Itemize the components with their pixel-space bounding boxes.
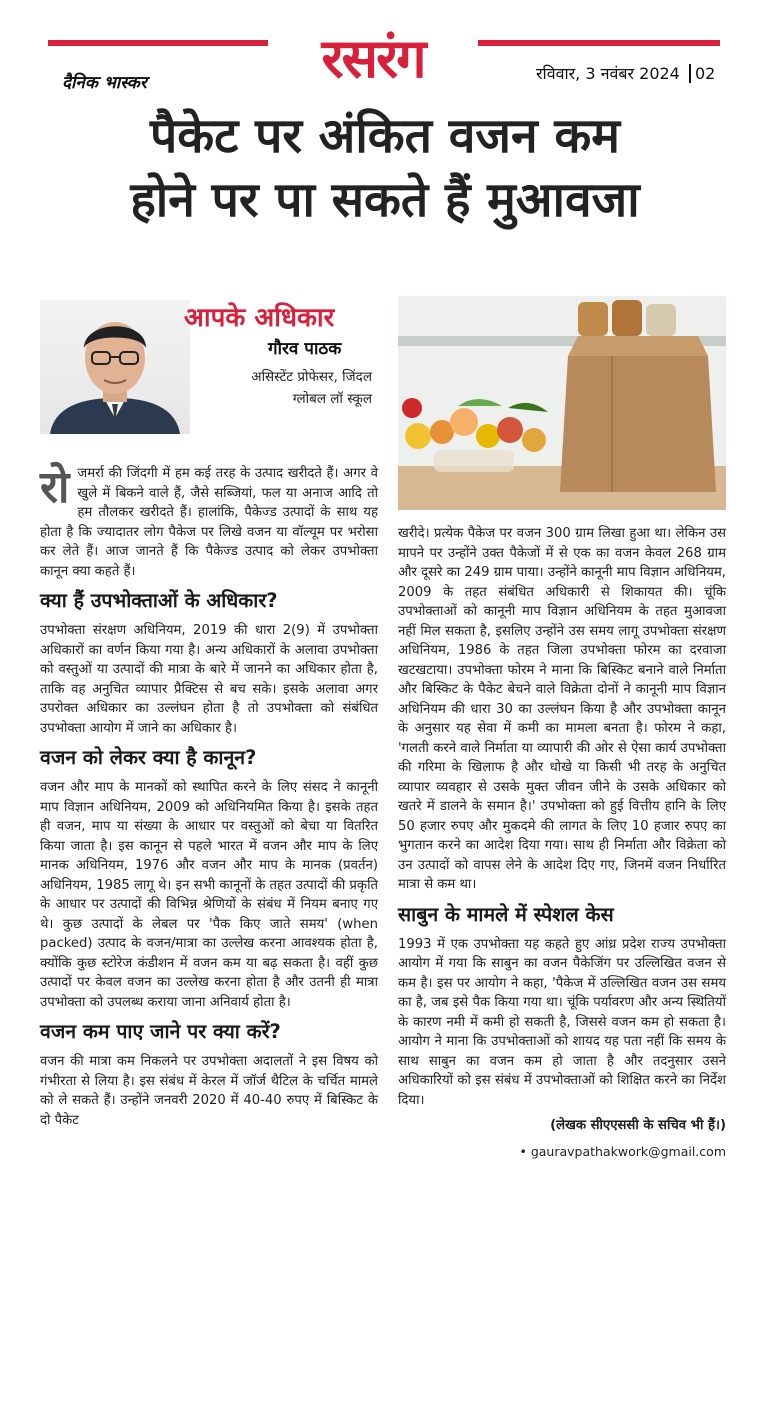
intro-text: जमर्रा की जिंदगी में हम कई तरह के उत्पाद खरीदते हैं। अगर वे खुले में बिकने वाले हैं, जैसे सब्जियां, फल या अनाज आदि तो हम तौलकर खरीदते हैं। हालांकि, पैकेज्ड उत्पादों के साथ यह होता है कि ज्यादातर लोग पैकेज पर लिखे वजन या वॉल्यूम पर भरोसा कर लेते हैं। आज जानते हैं कि पैकेज्ड उत्पाद को लेकर उपभोक्ता कानून क्या कहते हैं।	[40, 466, 378, 579]
paragraph-soap-case: 1993 में एक उपभोक्ता यह कहते हुए आंध्र प्रदेश राज्य उपभोक्ता आयोग में गया कि साबुन का वजन पैकेजिंग पर उल्लिखित वजन से कम है। इस पर आयोग ने कहा, 'पैकेज में उल्लिखित वजन उस समय का है, जब इसे पैक किया गया था। चूंकि पर्यावरण और अन्य स्थितियों के कारण नमी में कमी हो सकती है, जिससे वजन कम हो सकता है। आयोग ने माना कि उपभोक्ताओं को शायद यह पता नहीं कि समय के साथ साबुन का वजन कम हो जाता है और तदनुसार उसने अधिकारियों को इस संबंध में उपभोक्ताओं को शिक्षित करने का निर्देश दिया।	[398, 936, 726, 1108]
intro-paragraph	[40, 464, 378, 581]
subheading-consumer-rights: क्या हैं उपभोक्ताओं के अधिकार?	[40, 589, 278, 612]
article-column-right	[398, 524, 726, 1161]
column-title: आपके अधिकार	[184, 303, 335, 333]
subheading-weight-law: वजन को लेकर क्या है कानून?	[40, 746, 257, 769]
grocery-bag-photo	[398, 296, 726, 510]
subheading-soap-case: साबुन के मामले में स्पेशल केस	[398, 902, 614, 926]
masthead-logo: रसरंग	[268, 26, 478, 92]
paragraph-what-to-do: वजन की मात्रा कम निकलने पर उपभोक्ता अदालतों ने इस विषय को गंभीरता से लिया है। इस संबंध में केरल में जॉर्ज थैटिल के चर्चित मामले को ले सकते हैं। उन्होंने जनवरी 2020 में 40-40 रुपए में बिस्किट के दो पैकेट	[40, 1054, 378, 1128]
headline-line-2: होने पर पा सकते हैं मुआवजा	[130, 172, 640, 228]
dropcap: रो	[40, 462, 70, 513]
author-designation-line-2: ग्लोबल लॉ स्कूल	[292, 391, 372, 407]
newspaper-brand: दैनिक भास्कर	[62, 73, 147, 93]
author-designation	[196, 366, 372, 410]
article-column-left	[40, 464, 378, 1130]
paragraph-consumer-rights: उपभोक्ता संरक्षण अधिनियम, 2019 की धारा 2(9) में उपभोक्ता अधिकारों का वर्णन किया गया है। अन्य अधिकारों के अलावा उपभोक्ता को वस्तुओं या उत्पादों की मात्रा के बारे में जानने का अधिकार होता है, ताकि वह अनुचित व्यापार प्रैक्टिस से बच सके। इसके अलावा अगर उपरोक्त अधिकार का उल्लंघन होता है तो उपभोक्ता को संबंधित उपभोक्ता आयोग में जाने का अधिकार है।	[40, 623, 378, 736]
headline-line-1: पैकेट पर अंकित वजन कम	[150, 108, 620, 164]
issue-date: रविवार, 3 नवंबर 2024	[536, 64, 680, 83]
dateline	[536, 62, 715, 84]
author-name: गौरव पाठक	[268, 339, 342, 359]
author-designation-line-1: असिस्टेंट प्रोफेसर, जिंदल	[251, 369, 372, 385]
author-photo	[40, 300, 190, 434]
author-note: (लेखक सीएएससी के सचिव भी हैं।)	[550, 1118, 726, 1133]
author-email[interactable]: • gauravpathakwork@gmail.com	[519, 1143, 726, 1159]
paragraph-biscuit-case: खरीदे। प्रत्येक पैकेज पर वजन 300 ग्राम लिखा हुआ था। लेकिन उस मापने पर उन्होंने उक्त पैकेजों में से एक का वजन केवल 268 ग्राम और दूसरे का 249 ग्राम पाया। उन्होंने कानूनी माप विज्ञान अधिनियम, 2009 के तहत संबंधित अधिकारी से शिकायत की। चूंकि उपभोक्ताओं को कानूनी माप विज्ञान अधिनियम के तहत मुआवजा नहीं मिल सकता है, इसलिए उन्होंने उस समय लागू उपभोक्ता संरक्षण अधिनियम, 1986 के तहत जिला उपभोक्ता फोरम का दरवाजा खटखटाया। उपभोक्ता फोरम ने माना कि बिस्किट बनाने वाले निर्माता और बिस्किट के पैकेट बेचने वाले विक्रेता दोनों ने कानूनी माप विज्ञान अधिनियम की धारा 30 का उल्लंघन किया है और उपभोक्ता कानून के अनुसार यह सेवा में कमी का मामला बनता है। फोरम ने कहा, 'गलती करने वाले निर्माता या व्यापारी की ओर से ऐसा कार्य उपभोक्ता की गरिमा के खिलाफ है और धोखे या किसी भी तरह के अनुचित व्यापार व्यवहार से उसके मुक्त जीवन जीने के उसके अधिकार को खतरे में डालने के समान है।' उपभोक्ता को हुई वित्तीय हानि के लिए 50 हजार रुपए और मुकदमे की लागत के लिए 10 हजार रुपए का भुगतान करने का आदेश दिया गया। साथ ही निर्माता और विक्रेता को उन उत्पादों को वापस लेने के आदेश दिए गए, जिनमें वजन निर्धारित मात्रा से कम था।	[398, 526, 726, 892]
page-number: 02	[689, 64, 715, 83]
paragraph-weight-law: वजन और माप के मानकों को स्थापित करने के लिए संसद ने कानूनी माप विज्ञान अधिनियम, 2009 को अधिनियमित किया है। इसके तहत ही वजन, माप या संख्या के आधार पर वस्तुओं को बेचा या वितरित किया जाता है। इस कानून से पहले भारत में वजन और माप के लिए मानक अधिनियम, 1976 और वजन और माप के मानक (प्रवर्तन) अधिनियम, 1985 लागू थे। इन सभी कानूनों के तहत उत्पादों की प्रकृति के आधार पर उत्पादों की विभिन्न श्रेणियों के संबंध में नियम बनाए गए थे। कुछ उत्पादों के लेबल पर 'पैक किए जाते समय' (when packed) उत्पाद के वजन/मात्रा का उल्लेख करना आवश्यक होता है, क्योंकि कुछ स्टोरेज कंडीशन में वजन कम या बढ़ सकता है। वहीं कुछ उत्पादों पर केवल वजन का उल्लेख करना होता है और उतनी ही मात्रा उपभोक्ता को उपलब्ध कराया जाना अनिवार्य होता है।	[40, 780, 378, 1010]
subheading-what-to-do: वजन कम पाए जाने पर क्या करें?	[40, 1020, 281, 1043]
headline	[40, 104, 730, 232]
